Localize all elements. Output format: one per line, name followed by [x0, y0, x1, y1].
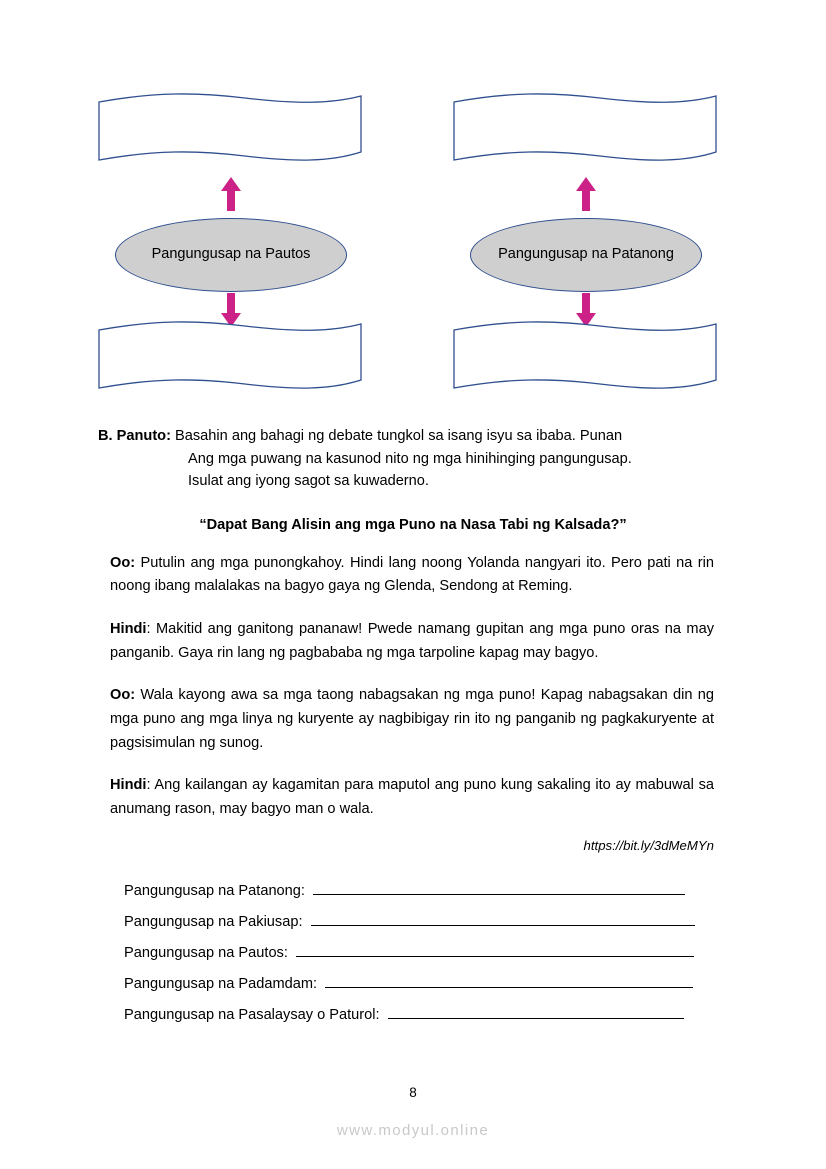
- speaker-label-2: Hindi: [110, 621, 147, 638]
- ribbon-box-bottom-left[interactable]: [95, 318, 365, 400]
- diagram-area: [0, 80, 826, 410]
- speaker-label-3: Oo:: [110, 687, 136, 704]
- blank-row-pakiusap: [124, 912, 716, 930]
- speaker-label-4: Hindi: [110, 777, 147, 794]
- oval-patanong-label: Pangungusap na Patanong: [498, 246, 674, 263]
- watermark: www.modyul.online: [336, 1122, 490, 1139]
- ribbon-box-top-left[interactable]: [95, 90, 365, 172]
- instruction-block: [0, 425, 826, 493]
- turn-text-3: Wala kayong awa sa mga taong nabagsakan ng mga puno! Kapag nabagsakan din ng mga puno ang mga linya ng kuryente ay nagbibigay rin ito ng panganib ng pagkakuryente at pagsisimulan ng sunog.: [110, 687, 714, 751]
- turn-text-4: : Ang kailangan ay kagamitan para maputol ang puno kung sakaling ito ay mabuwal sa anumang rason, may bagyo man o wala.: [110, 777, 714, 817]
- blank-row-patanong: [124, 881, 716, 899]
- blank-line-padamdam[interactable]: [325, 974, 693, 988]
- blank-row-pasalaysay: [124, 1005, 716, 1023]
- ribbon-box-top-right[interactable]: [450, 90, 720, 172]
- arrow-up-icon-left: [219, 176, 243, 212]
- page-number: 8: [409, 1085, 417, 1100]
- instruction-line-2: Ang mga puwang na kasunod nito ng mga hinihinging pangungusap.: [188, 450, 632, 467]
- blank-row-pautos: [124, 943, 716, 961]
- speaker-label-1: Oo:: [110, 554, 136, 571]
- oval-patanong: [470, 218, 702, 292]
- body-content: [0, 425, 826, 1036]
- diagram-group-pautos: [95, 80, 395, 410]
- blank-label-patanong: Pangungusap na Patanong:: [124, 882, 305, 899]
- blank-label-pautos: Pangungusap na Pautos:: [124, 944, 288, 961]
- debate-turn-2: [0, 618, 826, 665]
- blank-label-pakiusap: Pangungusap na Pakiusap:: [124, 913, 303, 930]
- blank-line-pautos[interactable]: [296, 943, 694, 957]
- instruction-line-1: Basahin ang bahagi ng debate tungkol sa isang isyu sa ibaba. Punan: [175, 428, 623, 444]
- blank-line-patanong[interactable]: [313, 881, 685, 895]
- instruction-line-3: Isulat ang iyong sagot sa kuwaderno.: [188, 473, 429, 490]
- debate-turn-1: [0, 552, 826, 599]
- debate-turn-4: [0, 774, 826, 821]
- debate-turn-3: [0, 684, 826, 755]
- blank-line-pakiusap[interactable]: [311, 912, 695, 926]
- debate-title: “Dapat Bang Alisin ang mga Puno na Nasa Tabi ng Kalsada?”: [199, 516, 627, 533]
- oval-pautos: [115, 218, 347, 292]
- answer-blanks: [0, 881, 826, 1023]
- turn-text-1: Putulin ang mga punongkahoy. Hindi lang noong Yolanda nangyari ito. Pero pati na rin noong ibang malalakas na bagyo gaya ng Glenda, Sendong at Reming.: [110, 554, 714, 595]
- diagram-group-patanong: [450, 80, 750, 410]
- blank-label-padamdam: Pangungusap na Padamdam:: [124, 975, 318, 992]
- instruction-label: B. Panuto:: [98, 428, 171, 444]
- blank-label-pasalaysay: Pangungusap na Pasalaysay o Paturol:: [124, 1006, 380, 1023]
- blank-row-padamdam: [124, 974, 716, 992]
- oval-pautos-label: Pangungusap na Pautos: [151, 246, 311, 263]
- ribbon-box-bottom-right[interactable]: [450, 318, 720, 400]
- blank-line-pasalaysay[interactable]: [388, 1005, 684, 1019]
- source-link[interactable]: https://bit.ly/3dMeMYn: [583, 837, 714, 853]
- arrow-up-icon-right: [574, 176, 598, 212]
- turn-text-2: : Makitid ang ganitong pananaw! Pwede namang gupitan ang mga puno oras na may panganib. Gaya rin lang ng pagbababa ng mga tarpoline kapag may bagyo.: [110, 621, 714, 661]
